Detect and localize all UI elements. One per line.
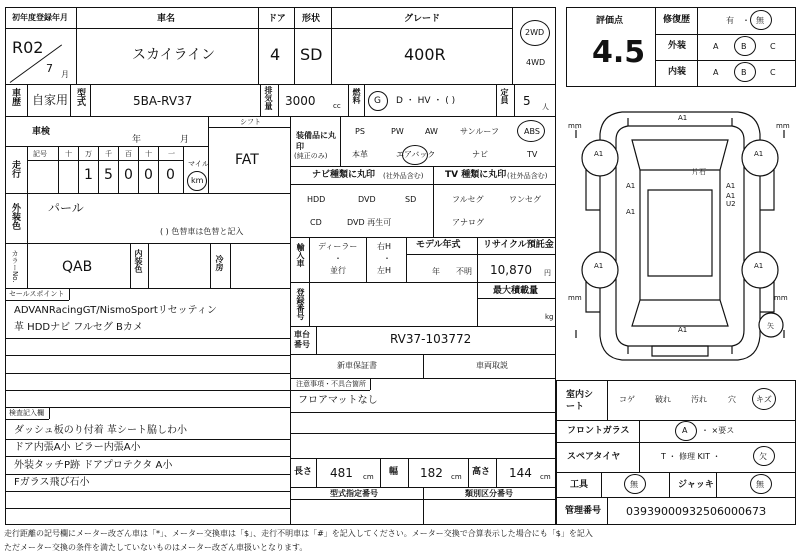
footer-line-1: 走行距離の記号欄にメーター改ざん車は「*」、メーター交換車は「$」、走行不明車は「#」を記入してください。メーター交換で合算表示した場合にも「$」を記入 <box>4 529 593 538</box>
manual-label: 車両取説 <box>476 361 508 370</box>
equip-ps: PS <box>355 127 365 136</box>
handle-dot: ・ <box>383 254 391 263</box>
grade-value: 400R <box>404 45 446 64</box>
color-note: ( ) 色替車は色替と記入 <box>160 227 244 236</box>
navi-sub: (社外品含む) <box>383 172 424 180</box>
room-stain: 汚れ <box>691 395 707 404</box>
shape-value: SD <box>300 45 323 64</box>
cap-unit: 人 <box>542 103 549 111</box>
equip-pw: PW <box>391 127 404 136</box>
recycle-value: 10,870 <box>490 263 532 277</box>
mileage-unit-4: 百 <box>125 150 132 158</box>
model-header: 型式 <box>75 88 85 106</box>
cap-value: 5 <box>523 94 531 108</box>
classno-header: 類別区分番号 <box>465 489 513 498</box>
room-header: 室内シート <box>566 390 594 412</box>
regno-header: 登録番号 <box>296 288 305 320</box>
footer-line-2: ただメーター交換の条件を満たしていないものはメーター改ざん車扱いとなります。 <box>4 543 308 552</box>
equip-sub: (純正のみ) <box>294 152 328 160</box>
mark-3: A1 <box>754 150 764 158</box>
mileage-unit-3: 千 <box>105 150 112 158</box>
width-unit: cm <box>451 473 462 481</box>
color-value: パール <box>48 201 84 215</box>
shift-header: シフト <box>240 118 261 126</box>
insp-line-2: ドア内張A小 ピラー内張A小 <box>14 442 141 453</box>
maxload-unit: kg <box>545 313 554 321</box>
model-year-value: 不明 <box>456 267 472 276</box>
mark-4: A1 <box>626 182 636 190</box>
mileage-unit-6: 一 <box>168 150 175 158</box>
mm-br: mm <box>774 294 788 302</box>
name-header: 車名 <box>157 14 176 24</box>
room-scratch: キズ <box>756 395 772 404</box>
int-b: B <box>741 68 747 77</box>
caution-header: 注意事項・不具合箇所 <box>296 380 366 388</box>
ext-c: C <box>770 42 776 51</box>
room-hole: 穴 <box>728 395 736 404</box>
shift-value: FAT <box>235 152 259 168</box>
insp-line-4: Fガラス飛び石小 <box>14 477 90 488</box>
glass-a: A <box>682 426 688 435</box>
insp-line-3: 外装タッチP跡 ドアプロテクタ A小 <box>14 460 173 471</box>
tv-analog: アナログ <box>452 218 484 227</box>
repair-header: 修復歴 <box>663 15 691 25</box>
chassis-header: 車台番号 <box>294 330 310 349</box>
colorno-value: QAB <box>62 259 93 275</box>
mark-7: A1 <box>726 192 736 200</box>
fuel-rest: D ・ HV ・ ( ) <box>396 96 456 106</box>
ext-b: B <box>741 42 747 51</box>
mileage-kigo: 記号 <box>33 150 47 158</box>
mark-10: A1 <box>678 326 688 334</box>
navi-dvd: DVD <box>358 195 376 204</box>
drive-2wd: 2WD <box>525 28 545 37</box>
equip-aw: AW <box>425 127 438 136</box>
mm-tr: mm <box>776 122 790 130</box>
glass-header: フロントガラス <box>567 426 630 436</box>
mileage-header: 走行 <box>10 160 20 178</box>
mileage-unit-1: 十 <box>65 150 72 158</box>
car-damage-diagram <box>562 100 798 372</box>
height-value: 144 <box>509 466 532 480</box>
mgmt-header: 管理番号 <box>565 506 602 516</box>
mark-11: U2 <box>726 200 736 208</box>
shaken-month-unit: 月 <box>180 135 190 145</box>
equip-airbag: エアバック <box>396 150 436 159</box>
jack-value: 無 <box>756 480 764 489</box>
shaken-header: 車検 <box>32 127 51 137</box>
mm-bl: mm <box>568 294 582 302</box>
navi-cd: CD <box>310 218 322 227</box>
cool-header: 冷房 <box>215 255 224 271</box>
spare-value: T ・ 修理 KIT ・ <box>661 452 721 461</box>
import-dot: ・ <box>334 254 342 263</box>
score-value: 4.5 <box>592 35 646 70</box>
mileage-unit-5: 十 <box>145 150 152 158</box>
sales-line-2: 革 HDDナビ フルセグ Bカメ <box>14 322 143 333</box>
repair-sep: ・ <box>742 16 750 25</box>
shaken-year-unit: 年 <box>132 135 142 145</box>
disp-unit: cc <box>333 102 341 110</box>
maxload-header: 最大積載量 <box>493 286 539 296</box>
ext-a: A <box>713 42 719 51</box>
import-dealer: ディーラー <box>318 242 358 251</box>
equip-navi: ナビ <box>472 150 488 159</box>
fuel-g: G <box>374 96 381 106</box>
jack-header: ジャッキ <box>678 480 714 490</box>
insp-header: 検査記入欄 <box>9 409 44 417</box>
disp-value: 3000 <box>285 94 316 108</box>
mileage-unit-2: 万 <box>85 150 92 158</box>
import-header: 輸入車 <box>296 243 305 267</box>
colorno-header: カラーNo. <box>11 250 19 283</box>
color-header: 外装色 <box>10 203 20 230</box>
car-name: スカイライン <box>132 47 216 63</box>
drive-4wd: 4WD <box>526 58 546 67</box>
mark-9: A1 <box>754 262 764 270</box>
model-value: 5BA-RV37 <box>133 94 193 108</box>
equip-header: 装備品に丸印 <box>296 131 336 151</box>
repair-no: 無 <box>756 16 764 25</box>
shape-header: 形状 <box>302 14 321 24</box>
mm-tl: mm <box>568 122 582 130</box>
height-header: 高さ <box>472 467 491 477</box>
grade-header: グレード <box>404 14 441 24</box>
equip-sunroof: サンルーフ <box>460 127 499 136</box>
door-header: ドア <box>268 14 286 24</box>
int-color-header: 内装色 <box>134 249 143 273</box>
height-unit: cm <box>540 473 551 481</box>
length-value: 481 <box>330 466 353 480</box>
fuel-header: 燃料 <box>352 88 361 104</box>
mileage-digit-5: 0 <box>166 167 175 183</box>
month-unit: 月 <box>61 70 69 79</box>
mileage-digit-2: 5 <box>104 167 113 183</box>
handle-left: 左H <box>377 266 392 275</box>
typeno-header: 型式指定番号 <box>330 489 378 498</box>
navi-dvd-play: DVD 再生可 <box>347 218 392 227</box>
mark-8: A1 <box>594 262 604 270</box>
int-header: 内装 <box>668 67 687 77</box>
width-header: 幅 <box>389 467 399 477</box>
handle-right: 右H <box>377 242 392 251</box>
spare-header: スペアタイヤ <box>567 452 621 462</box>
tv-oneseg: ワンセグ <box>509 195 541 204</box>
equip-leather: 本革 <box>352 150 368 159</box>
model-year-unit: 年 <box>432 267 440 276</box>
disp-header: 排気量 <box>264 86 273 110</box>
equip-tv: TV <box>527 150 538 159</box>
kind-value: 自家用 <box>32 93 69 107</box>
width-value: 182 <box>420 466 443 480</box>
month-value: 7 <box>46 62 53 75</box>
repair-yes: 有 <box>726 16 734 25</box>
mark-13: 矢 <box>767 322 774 330</box>
int-c: C <box>770 68 776 77</box>
model-year-header: モデル年式 <box>416 240 461 250</box>
equip-abs: ABS <box>524 127 540 136</box>
tool-header: 工具 <box>570 480 589 490</box>
year-value: R02 <box>12 38 44 57</box>
insp-line-1: ダッシュ板のり付着 革シート脇しわ小 <box>14 425 187 436</box>
int-a: A <box>713 68 719 77</box>
navi-sd: SD <box>405 195 417 204</box>
warranty-label: 新車保証書 <box>337 361 377 370</box>
mark-2: A1 <box>594 150 604 158</box>
recycle-header: リサイクル預託金 <box>483 240 554 250</box>
year-header: 初年度登録年月 <box>12 13 68 22</box>
import-parallel: 並行 <box>330 266 346 275</box>
tv-header: TV 種類に丸印 <box>445 170 507 180</box>
length-unit: cm <box>363 473 374 481</box>
tv-fullseg: フルセグ <box>452 195 484 204</box>
mileage-digit-4: 0 <box>144 167 153 183</box>
mark-6: A1 <box>626 208 636 216</box>
mark-12: 片石 <box>692 168 706 176</box>
mark-1: A1 <box>678 114 688 122</box>
door-value: 4 <box>270 45 281 64</box>
length-header: 長さ <box>294 467 313 477</box>
room-tear: 破れ <box>655 395 671 404</box>
mileage-digit-3: 0 <box>124 167 133 183</box>
caution-line-1: フロアマットなし <box>298 395 378 406</box>
chassis-value: RV37-103772 <box>390 332 472 346</box>
spare-none: 欠 <box>759 452 767 461</box>
navi-header: ナビ種類に丸印 <box>312 170 376 180</box>
mark-5: A1 <box>726 182 736 190</box>
cap-header: 定員 <box>500 88 509 104</box>
mileage-digit-1: 1 <box>84 167 93 183</box>
sales-header: セールスポイント <box>9 290 65 298</box>
ext-header: 外装 <box>668 41 687 51</box>
tool-value: 無 <box>630 480 638 489</box>
kind-header: 車歴 <box>10 88 20 106</box>
mileage-mile: マイル <box>188 160 209 168</box>
recycle-unit: 円 <box>544 269 551 277</box>
room-burn: コゲ <box>619 395 635 404</box>
mgmt-value: 0393900093250600067З <box>626 505 767 518</box>
glass-rest: ・ ×要ス <box>701 426 735 435</box>
navi-hdd: HDD <box>307 195 326 204</box>
score-header: 評価点 <box>596 16 624 26</box>
sales-line-1: ADVANRacingGT/NismoSportリセッティン <box>14 305 217 316</box>
mileage-km: km <box>191 176 204 185</box>
tv-sub: (社外品含む) <box>507 172 548 180</box>
